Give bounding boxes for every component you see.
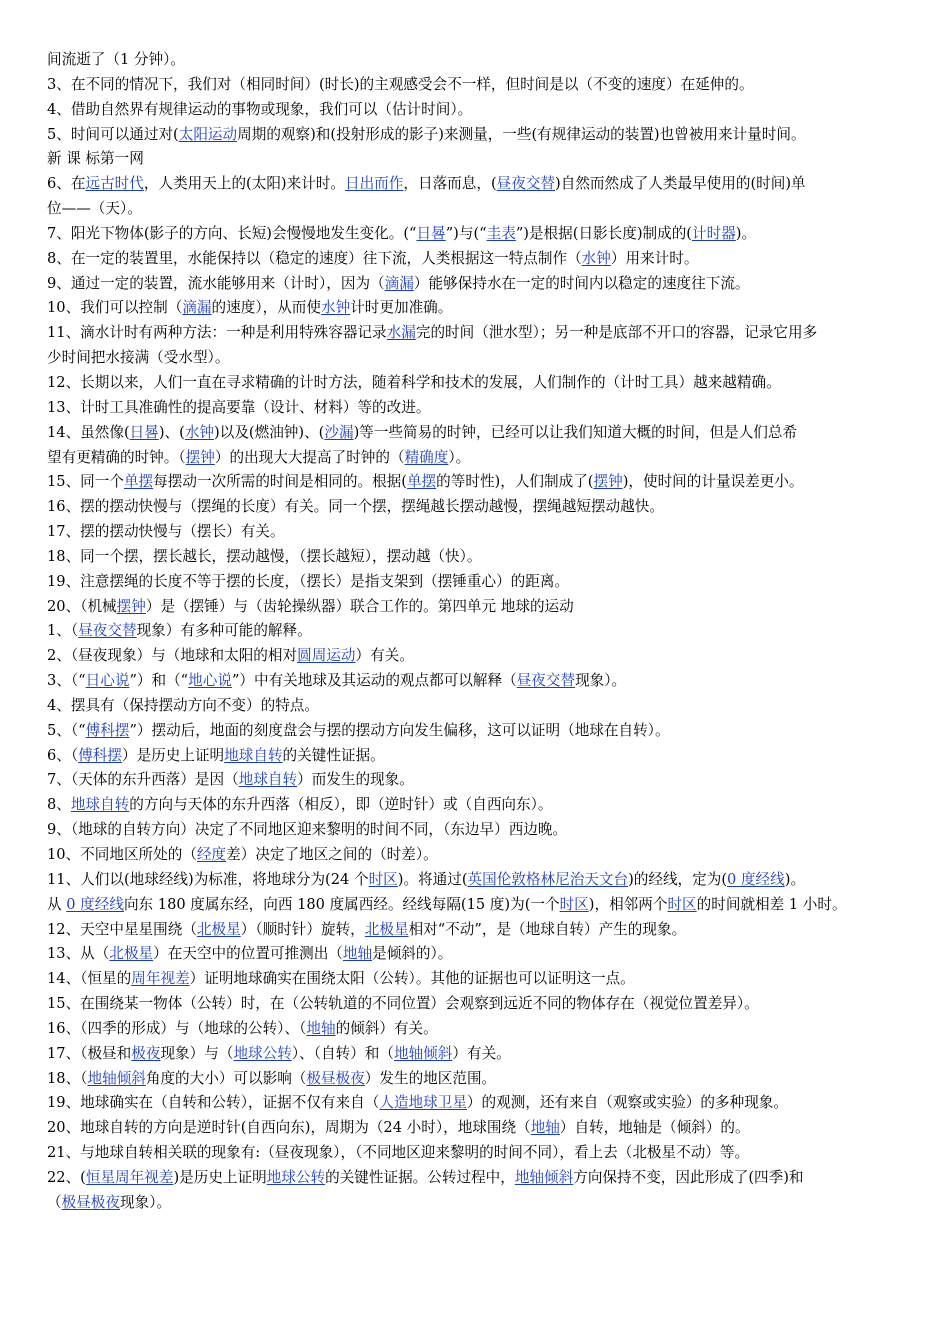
text-line <box>47 48 910 73</box>
hyperlink[interactable]: 圭表 <box>486 224 516 242</box>
text-run: 19、地球确实在（自转和公转），证据不仅有来自（ <box>47 1094 380 1112</box>
text-run: 的等时性)，人们制成了( <box>436 473 594 491</box>
text-line <box>47 893 910 918</box>
text-line <box>47 520 910 545</box>
text-run: 角度的大小）可以影响（ <box>145 1069 307 1087</box>
hyperlink[interactable]: 时区 <box>368 870 398 888</box>
text-line <box>47 595 910 620</box>
hyperlink[interactable]: 计时器 <box>692 224 736 242</box>
text-line <box>47 396 910 421</box>
text-line <box>47 669 910 694</box>
text-run: )以及(燃油钟)、( <box>214 423 325 441</box>
hyperlink[interactable]: 昼夜交替 <box>496 175 556 193</box>
text-run: )。 <box>735 224 757 242</box>
text-run: 的时间就相差 1 小时。 <box>696 895 847 913</box>
text-run: 22、( <box>47 1168 86 1186</box>
text-run: 现象）。 <box>575 672 627 690</box>
text-run: 9、（地球的自转方向）决定了不同地区迎来黎明的时间不同，（东边早）西边晚。 <box>47 821 568 839</box>
hyperlink[interactable]: 摆钟 <box>593 473 623 491</box>
text-run: 14、虽然像( <box>47 423 130 441</box>
text-run: 6、在 <box>47 175 86 193</box>
hyperlink[interactable]: 恒星周年视差 <box>85 1168 174 1186</box>
text-run: 方向保持不变，因此形成了(四季)和 <box>573 1168 804 1186</box>
text-line <box>47 793 910 818</box>
text-line <box>47 1141 910 1166</box>
hyperlink[interactable]: 日晷 <box>129 423 159 441</box>
text-line <box>47 147 910 172</box>
text-line <box>47 1166 910 1191</box>
text-run: 的速度），从而使 <box>211 299 321 317</box>
text-line <box>47 918 910 943</box>
text-run: 14、（恒星的 <box>47 970 132 988</box>
text-run: )、( <box>158 423 185 441</box>
hyperlink[interactable]: 水钟 <box>581 249 611 267</box>
text-run: 18、同一个摆，摆长越长，摆动越慢，（摆长越短），摆动越（快）。 <box>47 547 482 565</box>
text-line <box>47 545 910 570</box>
text-run: 3、（“ <box>47 672 86 690</box>
hyperlink[interactable]: 单摆 <box>123 473 154 491</box>
text-run: 的关键性证据。 <box>282 746 385 764</box>
text-run: )等一些简易的时钟，已经可以让我们知道大概的时间，但是人们总希 <box>353 423 798 441</box>
text-run: 2、（昼夜现象）与（地球和太阳的相对 <box>47 647 298 665</box>
text-run: 位——（天）。 <box>47 200 142 218</box>
text-run: 望有更精确的时钟。（ <box>47 448 186 466</box>
text-run: ”)与(“ <box>445 224 487 242</box>
hyperlink[interactable]: 0 度经线 <box>66 895 124 913</box>
text-run: 12、长期以来，人们一直在寻求精确的计时方法，随着科学和技术的发展，人们制作的（计时工具）越来越精确。 <box>47 373 781 391</box>
text-run: 17、（极昼和 <box>47 1044 132 1062</box>
text-line <box>47 371 910 396</box>
text-run: 周期的观察)和(投射形成的影子)来测量，一些(有规律运动的装置)也曾被用来计量时间。 <box>237 125 806 143</box>
text-run: )。 <box>784 870 806 888</box>
hyperlink[interactable]: 地球公转 <box>266 1168 326 1186</box>
text-run: 15、同一个 <box>47 473 124 491</box>
hyperlink[interactable]: 圆周运动 <box>297 647 356 665</box>
text-line <box>47 942 910 967</box>
hyperlink[interactable]: 水漏 <box>386 324 416 342</box>
text-line <box>47 421 910 446</box>
text-run: ”)是根据(日影长度)制成的( <box>515 224 692 242</box>
text-run: 11、人们以(地球经线)为标准，将地球分为(24 个 <box>47 870 369 888</box>
text-run: 现象）有多种可能的解释。 <box>136 622 312 640</box>
text-run: 4、摆具有（保持摆动方向不变）的特点。 <box>47 696 319 714</box>
text-run: ）有关。 <box>452 1044 511 1062</box>
hyperlink[interactable]: 北极星 <box>364 920 409 938</box>
text-run: 从 <box>47 895 67 913</box>
text-line <box>47 197 910 222</box>
text-run: ）的观测，还有来自（观察或实验）的多种现象。 <box>466 1094 788 1112</box>
text-run: 5、时间可以通过对( <box>47 125 179 143</box>
text-run: ）、（自转）和（ <box>291 1044 394 1062</box>
text-run: 18、（ <box>47 1069 88 1087</box>
hyperlink[interactable]: 极昼极夜 <box>306 1069 365 1087</box>
text-run: 19、注意摆绳的长度不等于摆的长度，（摆长）是指支架到（摆锤重心）的距离。 <box>47 572 570 590</box>
text-run: 8、在一定的装置里，水能保持以（稳定的速度）往下流，人类根据这一特点制作（ <box>47 249 582 267</box>
text-run: ）。 <box>448 448 471 466</box>
text-run: 新 课 标第一网 <box>47 150 144 168</box>
text-run: 相对“不动”，是（地球自转）产生的现象。 <box>408 920 687 938</box>
hyperlink[interactable]: 昼夜交替 <box>78 622 137 640</box>
text-line <box>47 719 910 744</box>
text-line <box>47 967 910 992</box>
hyperlink[interactable]: 滴漏 <box>384 274 414 292</box>
text-line <box>47 123 910 148</box>
text-line <box>47 172 910 197</box>
text-line <box>47 1116 910 1141</box>
text-run: )的经线，定为( <box>628 870 728 888</box>
text-run: 8、 <box>47 796 71 814</box>
text-line <box>47 570 910 595</box>
text-run: 21、与地球自转相关联的现象有:（昼夜现象），（不同地区迎来黎明的时间不同），看上去（北极星不动）等。 <box>47 1144 750 1162</box>
hyperlink[interactable]: 远古时代 <box>85 175 144 193</box>
text-run: 6、（ <box>47 746 79 764</box>
text-run: 完的时间（泄水型）；另一种是底部不开口的容器，记录它用多 <box>415 324 818 342</box>
text-run: 现象）。 <box>120 1193 172 1211</box>
text-run: ”）中有关地球及其运动的观点都可以解释（ <box>231 672 517 690</box>
text-run: 13、计时工具准确性的提高要靠（设计、材料）等的改进。 <box>47 398 431 416</box>
hyperlink[interactable]: 傅科摆 <box>85 721 130 739</box>
text-run: 7、（天体的东升西落）是因（ <box>47 771 239 789</box>
hyperlink[interactable]: 地轴 <box>530 1119 560 1137</box>
text-run: 1、（ <box>47 622 79 640</box>
hyperlink[interactable]: 日出而作 <box>344 175 404 193</box>
hyperlink[interactable]: 北极星 <box>109 945 154 963</box>
hyperlink[interactable]: 0 度经线 <box>727 870 785 888</box>
text-line <box>47 1042 910 1067</box>
hyperlink[interactable]: 滴漏 <box>182 299 212 317</box>
text-run: 20、地球自转的方向是逆时针(自西向东)，周期为（24 小时），地球围绕（ <box>47 1119 531 1137</box>
text-run: 计时更加准确。 <box>350 299 453 317</box>
hyperlink[interactable]: 时区 <box>667 895 697 913</box>
text-line <box>47 694 910 719</box>
hyperlink[interactable]: 地心说 <box>188 672 232 690</box>
text-run: ，人类用天上的(太阳)来计时。 <box>143 175 345 193</box>
hyperlink[interactable]: 摆钟 <box>116 597 146 615</box>
hyperlink[interactable]: 沙漏 <box>324 423 354 441</box>
text-line <box>47 619 910 644</box>
hyperlink[interactable]: 精确度 <box>404 448 449 466</box>
text-run: ”）摆动后，地面的刻度盘会与摆的摆动方向发生偏移，这可以证明（地球在自转）。 <box>129 721 670 739</box>
text-run: ）的出现大大提高了时钟的（ <box>214 448 405 466</box>
hyperlink[interactable]: 地球公转 <box>233 1044 292 1062</box>
text-run: 3、在不同的情况下，我们对（相同时间）(时长)的主观感受会不一样，但时间是以（不变的速度）在延伸的。 <box>47 75 754 93</box>
text-line <box>47 247 910 272</box>
text-run: 4、借助自然界有规律运动的事物或现象，我们可以（估计时间）。 <box>47 100 473 118</box>
text-run: 差）决定了地区之间的（时差）。 <box>226 846 438 863</box>
hyperlink[interactable]: 摆钟 <box>185 448 215 466</box>
hyperlink[interactable]: 太阳运动 <box>178 125 238 143</box>
hyperlink[interactable]: 经度 <box>196 846 227 863</box>
text-run: ）用来计时。 <box>610 249 699 267</box>
text-line <box>47 73 910 98</box>
text-run: （ <box>47 1193 62 1211</box>
hyperlink[interactable]: 单摆 <box>406 473 437 491</box>
text-run: 17、摆的摆动快慢与（摆长）有关。 <box>47 523 285 541</box>
text-run: 每摆动一次所需的时间是相同的。根据( <box>153 473 407 491</box>
hyperlink[interactable]: 英国伦敦格林尼治天文台 <box>467 870 629 888</box>
text-line <box>47 272 910 297</box>
text-run: 的倾斜）有关。 <box>335 1019 438 1037</box>
hyperlink[interactable]: 时区 <box>559 895 589 913</box>
text-run: 向东 180 度属东经，向西 180 度属西经。经线每隔(15 度)为(一个 <box>123 895 560 913</box>
text-run: 11、滴水计时有两种方法：一种是利用特殊容器记录 <box>47 324 387 342</box>
text-line <box>47 868 910 893</box>
hyperlink[interactable]: 地轴倾斜 <box>87 1069 146 1087</box>
text-run: 现象）与（ <box>160 1044 234 1062</box>
text-line <box>47 1067 910 1092</box>
text-run: 12、天空中星星围绕（ <box>47 920 197 938</box>
text-run: )，相邻两个 <box>588 895 668 913</box>
text-run: )，使时间的计量误差更小。 <box>622 473 804 491</box>
text-run: 少时间把水接满（受水型）。 <box>47 349 230 367</box>
hyperlink[interactable]: 极昼极夜 <box>61 1193 120 1211</box>
text-run: ）而发生的现象。 <box>297 771 414 789</box>
text-run: )。将通过( <box>397 870 468 888</box>
text-line <box>47 495 910 520</box>
text-run: ）有关。 <box>355 647 414 665</box>
hyperlink[interactable]: 地轴倾斜 <box>514 1168 574 1186</box>
text-run: 间流逝了（1 分钟）。 <box>47 51 185 68</box>
hyperlink[interactable]: 人造地球卫星 <box>379 1094 467 1112</box>
text-run: 15、在围绕某一物体（公转）时，在（公转轨道的不同位置）会观察到远近不同的物体存在（视觉位置差异）。 <box>47 995 759 1013</box>
text-run: )是历史上证明 <box>173 1168 267 1186</box>
hyperlink[interactable]: 周年视差 <box>131 970 190 988</box>
hyperlink[interactable]: 地球自转 <box>224 746 283 764</box>
text-run: ）在天空中的位置可推测出（ <box>153 945 343 963</box>
text-run: ）能够保持水在一定的时间内以稳定的速度往下流。 <box>413 274 750 292</box>
text-line <box>47 744 910 769</box>
text-run: ）是历史上证明 <box>121 746 225 764</box>
text-run: 5、（“ <box>47 721 86 739</box>
text-line <box>47 98 910 123</box>
text-run: ”）和（“ <box>129 672 189 690</box>
hyperlink[interactable]: 日心说 <box>85 672 130 690</box>
text-line <box>47 296 910 321</box>
text-run: 13、从（ <box>47 945 110 963</box>
text-line <box>47 446 910 471</box>
text-line <box>47 843 910 868</box>
text-run: 的关键性证据。公转过程中， <box>325 1168 515 1186</box>
text-run: 16、摆的摆动快慢与（摆绳的长度）有关。同一个摆，摆绳越长摆动越慢，摆绳越短摆动越快。 <box>47 498 664 516</box>
text-line <box>47 1017 910 1042</box>
text-line <box>47 222 910 247</box>
text-run: 20、（机械 <box>47 597 117 615</box>
text-line <box>47 1191 910 1216</box>
text-run: 是倾斜的）。 <box>372 945 453 963</box>
hyperlink[interactable]: 地轴倾斜 <box>393 1044 453 1062</box>
text-run: ）（顺时针）旋转， <box>240 920 365 938</box>
text-line <box>47 768 910 793</box>
text-line <box>47 470 910 495</box>
hyperlink[interactable]: 北极星 <box>196 920 241 938</box>
text-line <box>47 1091 910 1116</box>
hyperlink[interactable]: 地轴 <box>342 945 373 963</box>
text-run: 7、阳光下物体(影子的方向、长短)会慢慢地发生变化。(“ <box>47 224 417 242</box>
hyperlink[interactable]: 日晷 <box>416 224 446 242</box>
text-run: ，日落而息，( <box>403 175 497 193</box>
text-run: 10、不同地区所处的（ <box>47 846 197 863</box>
text-run: )自然而然成了人类最早使用的(时间)单 <box>555 175 806 193</box>
hyperlink[interactable]: 水钟 <box>320 299 351 317</box>
text-run: ）发生的地区范围。 <box>364 1069 497 1087</box>
text-run: ）自转，地轴是（倾斜）的。 <box>559 1119 750 1137</box>
text-run: 9、通过一定的装置，流水能够用来（计时），因为（ <box>47 274 385 292</box>
text-line <box>47 992 910 1017</box>
hyperlink[interactable]: 极夜 <box>131 1044 161 1062</box>
text-run: 16、（四季的形成）与（地球的公转）、（ <box>47 1019 307 1037</box>
text-run: 的方向与天体的东升西落（相反），即（逆时针）或（自西向东）。 <box>129 796 553 814</box>
text-line <box>47 818 910 843</box>
text-run: 10、我们可以控制（ <box>47 299 183 317</box>
hyperlink[interactable]: 昼夜交替 <box>516 672 576 690</box>
text-line <box>47 321 910 346</box>
text-line <box>47 346 910 371</box>
hyperlink[interactable]: 水钟 <box>184 423 215 441</box>
text-run: ）证明地球确实在围绕太阳（公转）。其他的证据也可以证明这一点。 <box>189 970 635 988</box>
hyperlink[interactable]: 地球自转 <box>238 771 298 789</box>
hyperlink[interactable]: 地球自转 <box>70 796 130 814</box>
hyperlink[interactable]: 地轴 <box>306 1019 336 1037</box>
text-line <box>47 644 910 669</box>
text-run: ）是（摆锤）与（齿轮操纵器）联合工作的。第四单元 地球的运动 <box>145 597 574 615</box>
hyperlink[interactable]: 傅科摆 <box>78 746 122 764</box>
